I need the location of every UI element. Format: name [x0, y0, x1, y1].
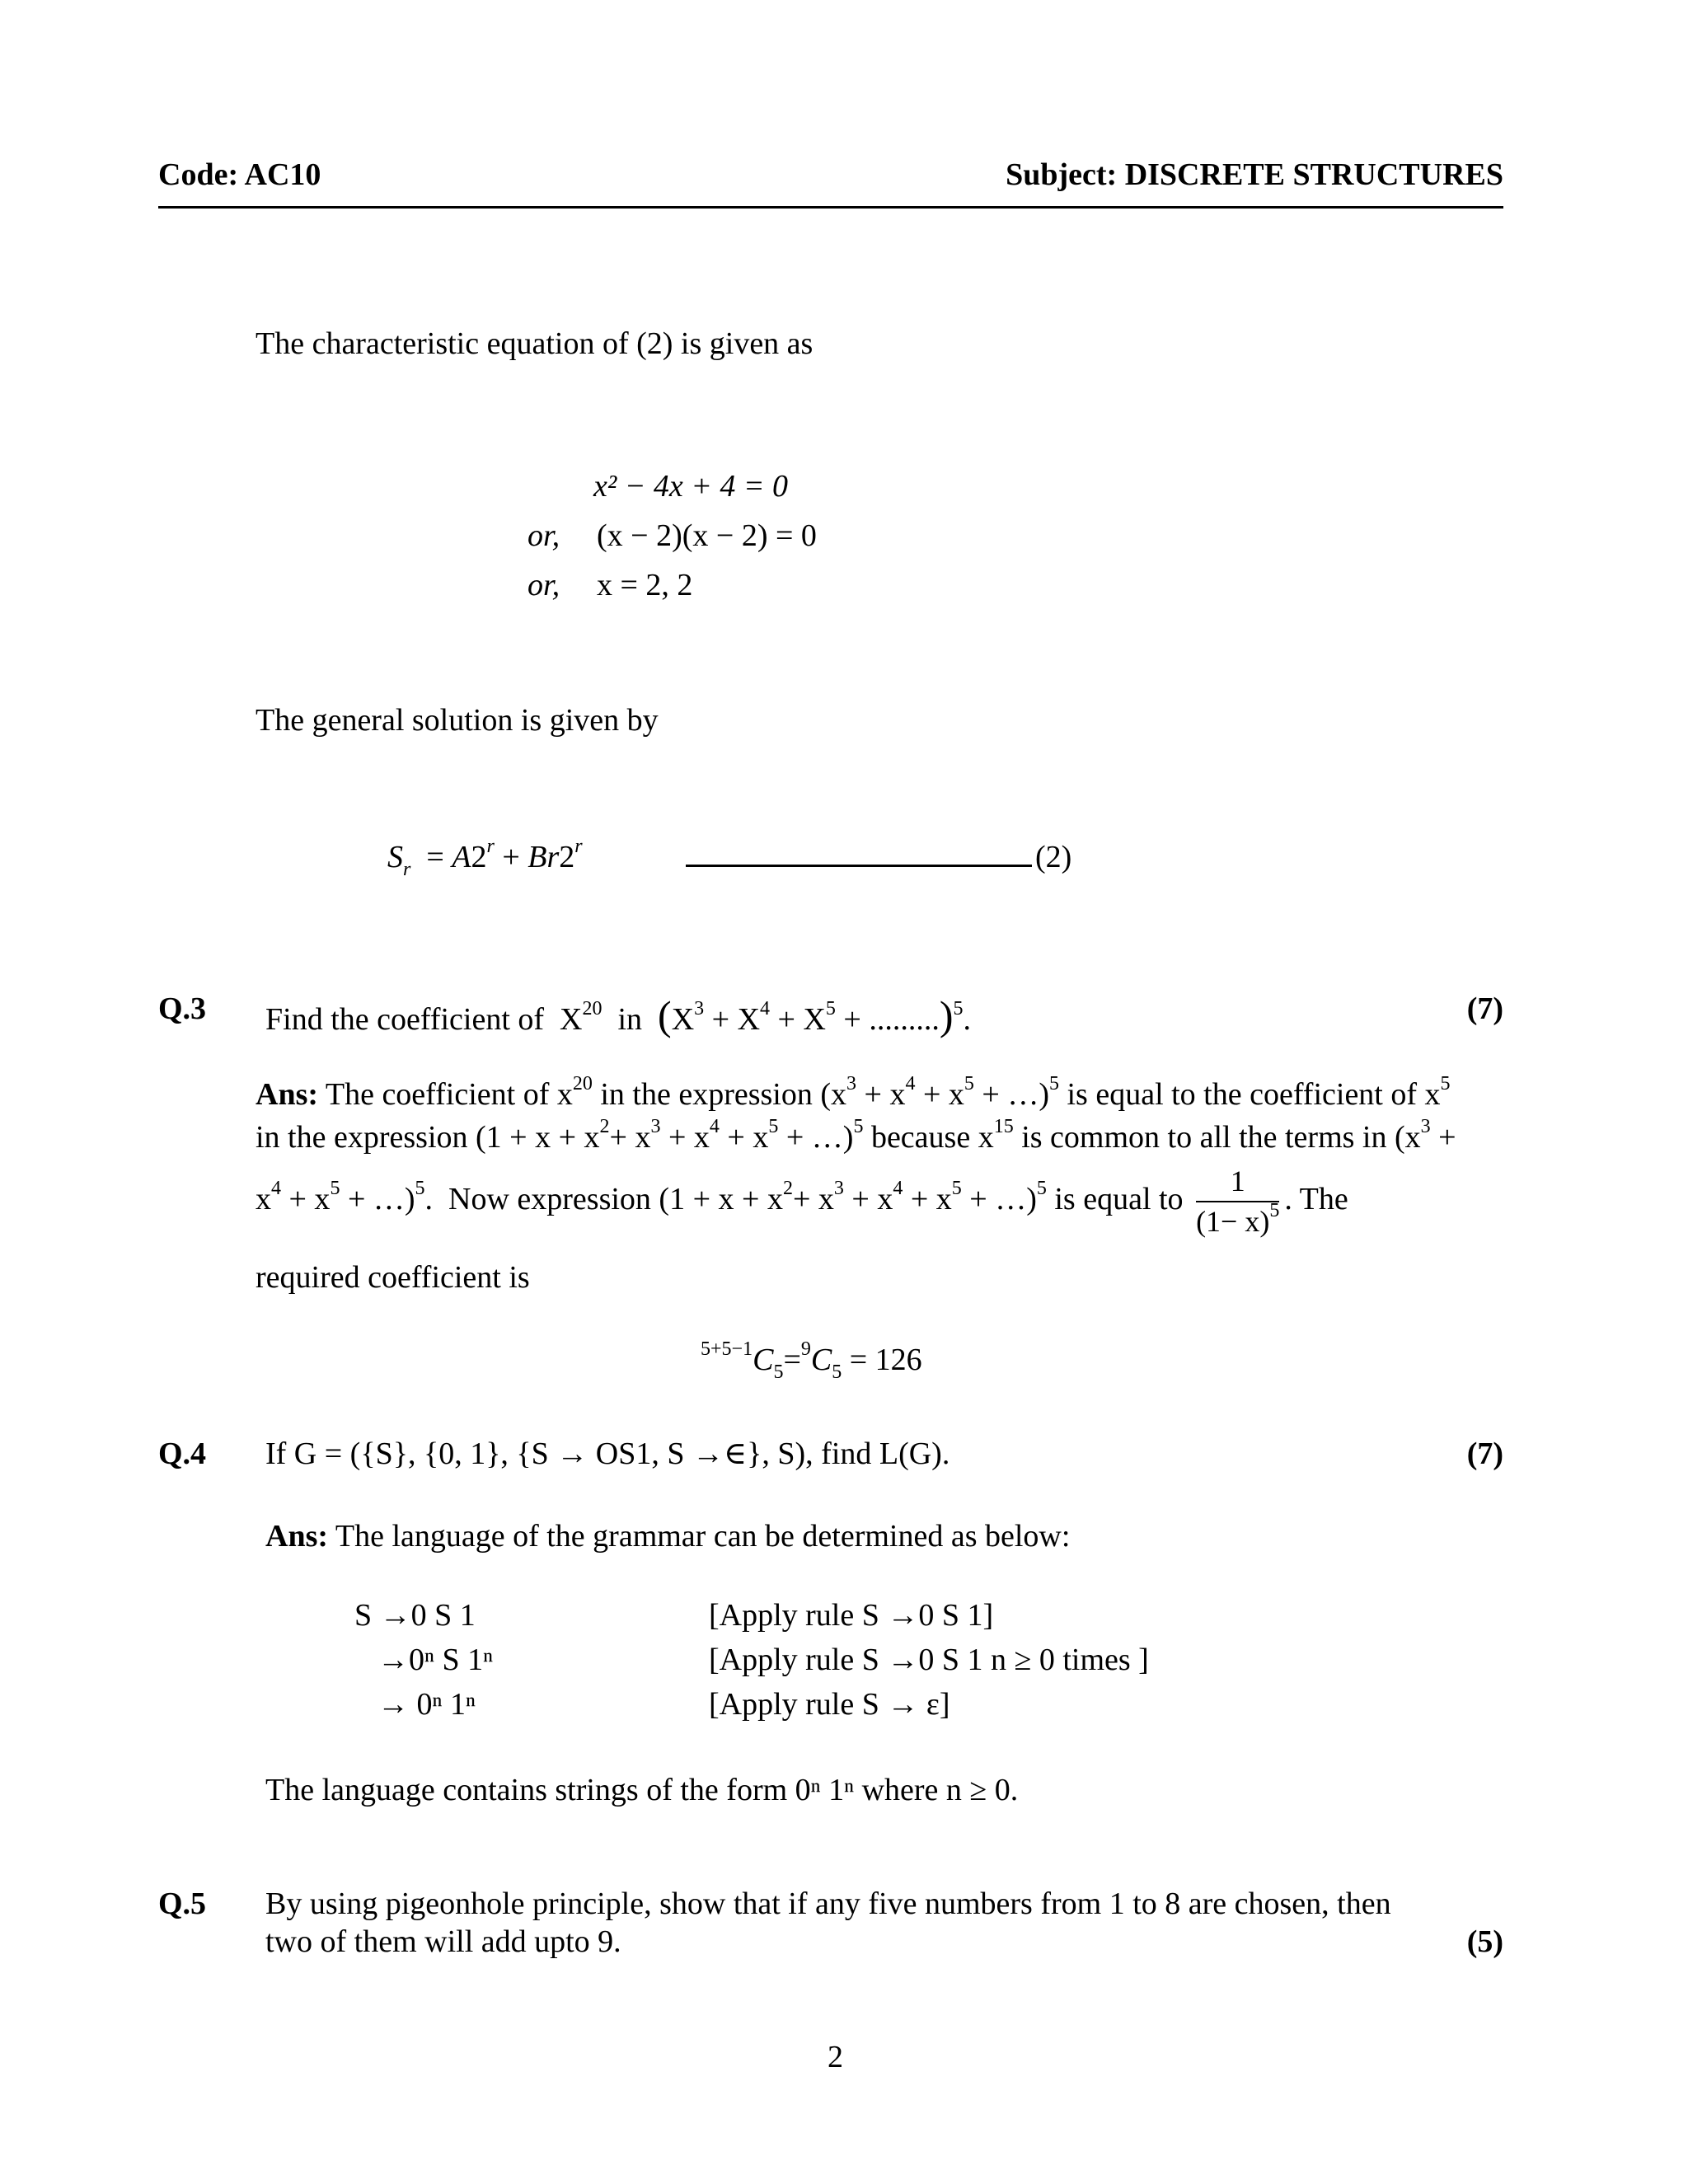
q3-question: Find the coefficient of $X^{20}$ in $(X^3 + X^4 + X^5 + .........)^5$.	[265, 992, 971, 1038]
q5-line-2: two of them will add upto 9.	[265, 1924, 621, 1959]
equation-label-2: (2)	[686, 839, 1071, 877]
q4-conclusion: The language contains strings of the form 0ⁿ 1ⁿ where n ≥ 0.	[265, 1773, 1019, 1807]
general-solution-intro: The general solution is given by	[256, 703, 659, 738]
blank-line	[686, 840, 1032, 867]
q3-answer-line-3: $x^4 + x^5$ + …)$^5$. Now expression ($1 + x + x^2+ x^3 + x^4 + x^5$ + …)$^5$ is equal to $\frac{1}{(1- x)^5}$ . The	[256, 1164, 1348, 1240]
q4-number: Q.4	[158, 1436, 207, 1471]
equation-line-2: (x − 2)(x − 2) = 0	[597, 518, 817, 553]
derivation-left-3: → 0ⁿ 1ⁿ	[377, 1687, 476, 1722]
q5-marks: (5)	[1466, 1924, 1503, 1959]
q5-number: Q.5	[158, 1886, 207, 1921]
header-code: Code: AC10	[158, 157, 321, 192]
derivation-right-1: [Apply rule S →0 S 1]	[709, 1598, 994, 1633]
header-rule	[158, 206, 1503, 209]
derivation-left-1: S →0 S 1	[354, 1598, 476, 1633]
header-subject: Subject: DISCRETE STRUCTURES	[1006, 157, 1503, 192]
q3-marks: (7)	[1466, 991, 1503, 1026]
derivation-left-2: →0ⁿ S 1ⁿ	[377, 1643, 494, 1677]
equation-line-1: x² − 4x + 4 = 0	[593, 469, 789, 504]
characteristic-intro: The characteristic equation of (2) is given as	[256, 326, 814, 361]
q3-answer-line-1: Ans: The coefficient of $x^{20}$ in the expression ($x^3 + x^4 + x^5$ + …)$^5$ is equal to the coefficient of $x^5$	[256, 1073, 1451, 1112]
q3-result-equation: $^{5+5-1}C_5=^9C_5 = 126$	[701, 1338, 922, 1383]
q3-number: Q.3	[158, 991, 207, 1026]
equation-or-2: or,	[528, 568, 560, 602]
q4-answer-intro: Ans: The language of the grammar can be determined as below:	[265, 1519, 1071, 1554]
fraction-one-over-one-minus-x: $\frac{1}{(1- x)^5}$	[1196, 1165, 1280, 1239]
page-number: 2	[828, 2040, 843, 2074]
derivation-right-3: [Apply rule S → ε]	[709, 1687, 950, 1722]
q3-answer-line-2: in the expression ($1 + x + x^2+ x^3 + x^4 + x^5$ + …)$^5$ because $x^{15}$ is common to all the terms in ($x^3$ +	[256, 1116, 1456, 1155]
general-solution-equation: $S_r = A2^r + Br2^r$	[387, 836, 583, 880]
derivation-right-2: [Apply rule S →0 S 1 n ≥ 0 times ]	[709, 1643, 1149, 1677]
equation-line-3: x = 2, 2	[597, 568, 693, 602]
q4-marks: (7)	[1466, 1436, 1503, 1471]
q4-question: If G = ({S}, {0, 1}, {S → OS1, S →∈}, S), find L(G).	[265, 1436, 950, 1471]
q3-required-text: required coefficient is	[256, 1260, 530, 1295]
q5-line-1: By using pigeonhole principle, show that if any five numbers from 1 to 8 are chosen, then	[265, 1886, 1391, 1921]
equation-or-1: or,	[528, 518, 560, 553]
